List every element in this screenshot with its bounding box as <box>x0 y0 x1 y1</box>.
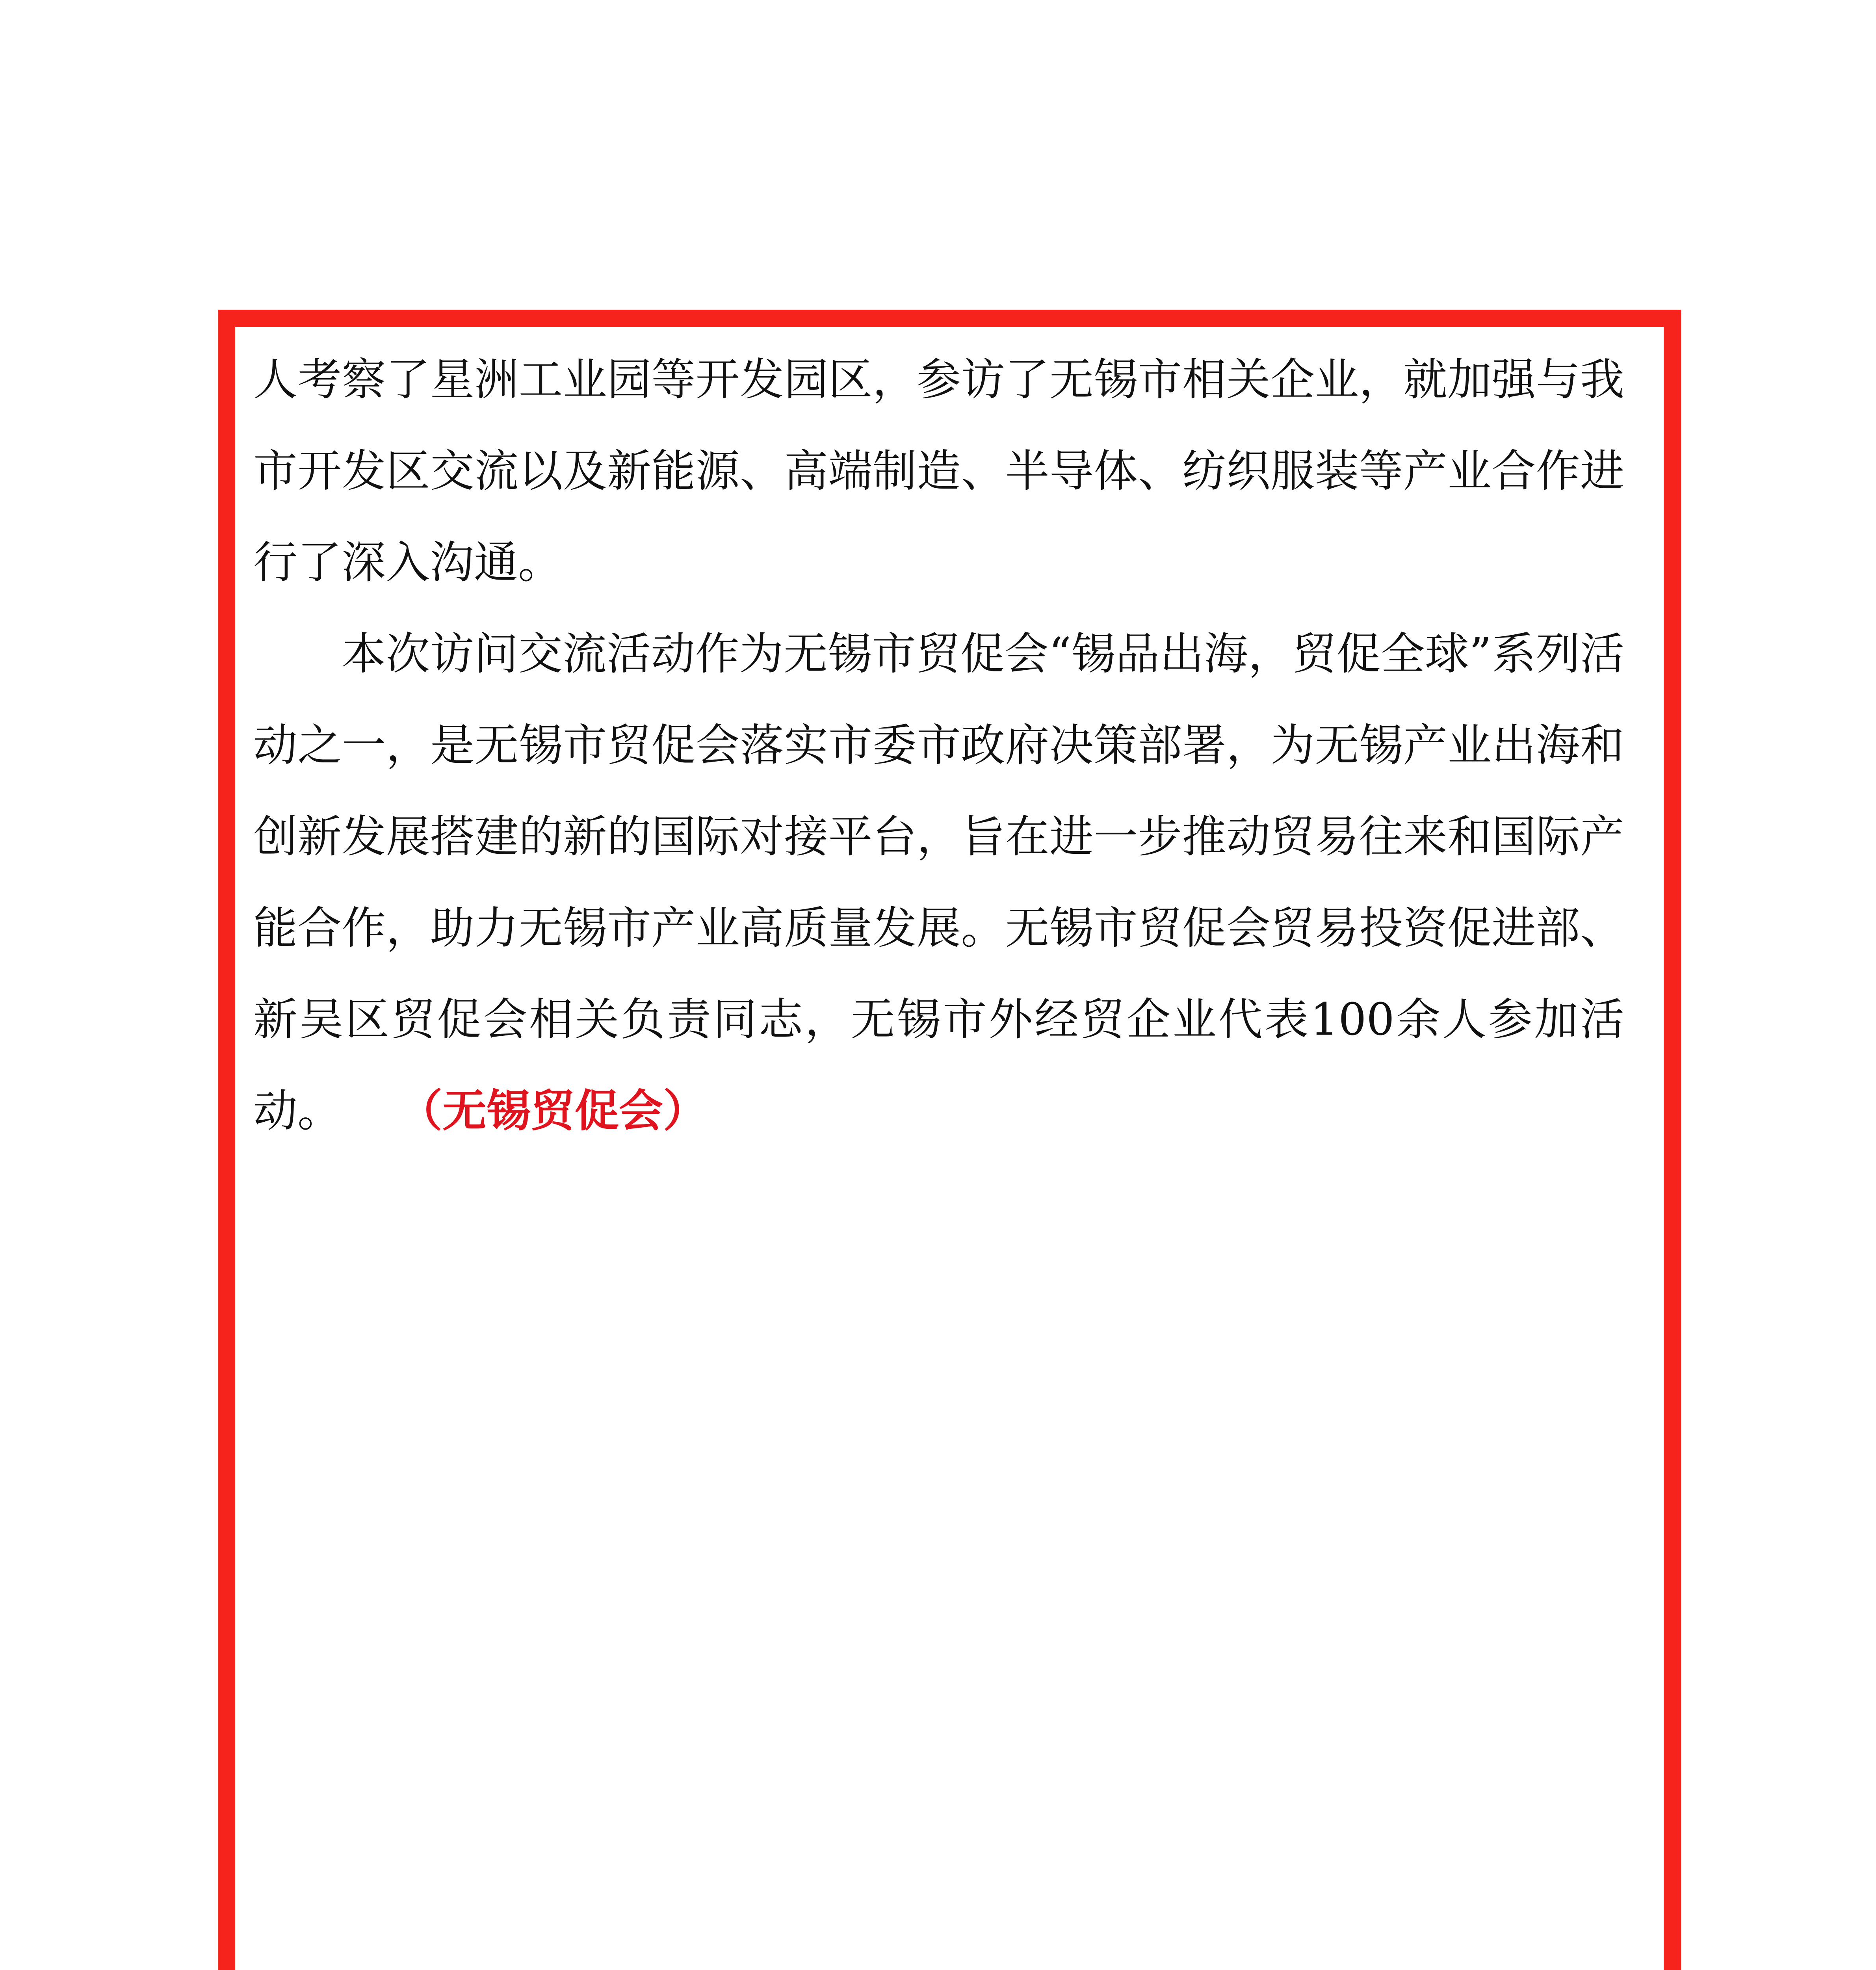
paragraph-2-text: 本次访问交流活动作为无锡市贸促会“锡品出海，贸促全球”系列活动之一，是无锡市贸促会落实市委市政府决策部署，为无锡产业出海和创新发展搭建的新的国际对接平台，旨在进一步推动贸易往来和国际产能合作，助力无锡市产业高质量发展。无锡市贸促会贸易投资促进部、新吴区贸促会相关负责同志，无锡市外经贸企业代表100余人参加活动。 <box>253 628 1624 1137</box>
article-body <box>253 334 1624 1157</box>
source-attribution: （无锡贸促会） <box>420 1085 707 1137</box>
paragraph-activity <box>253 608 1624 1157</box>
paragraph-continued <box>253 334 1624 608</box>
paragraph-1-text: 人考察了星洲工业园等开发园区，参访了无锡市相关企业，就加强与我市开发区交流以及新能源、高端制造、半导体、纺织服装等产业合作进行了深入沟通。 <box>253 354 1624 588</box>
